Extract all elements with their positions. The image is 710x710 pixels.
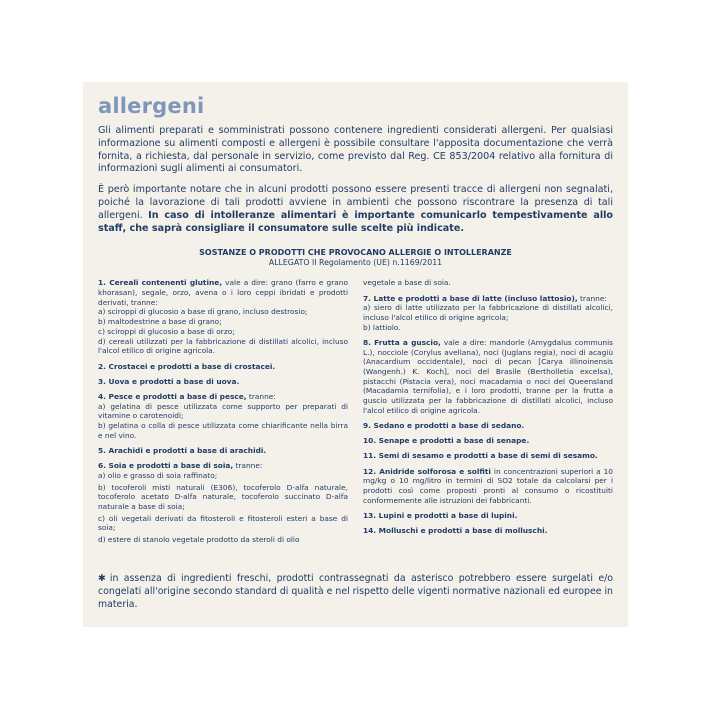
section-heading — [98, 248, 613, 268]
intro-paragraph-2 — [98, 184, 613, 235]
allergen-item-2 — [98, 362, 348, 372]
allergen-item-2-name: 2. Crostacei e prodotti a base di crostacei. — [98, 361, 276, 371]
allergen-item-13-name: 13. Lupini e prodotti a base di lupini. — [363, 510, 518, 520]
allergen-item-11-name: 11. Semi di sesamo e prodotti a base di semi di sesamo. — [363, 451, 598, 461]
allergen-item-12-name: 12. Anidride solforosa e solfiti — [363, 466, 491, 476]
intro-paragraph-2-text: È però importante notare che in alcuni prodotti possono essere presenti tracce di allergeni non segnalati, poiché la lavorazione di tali prodotti avviene in ambienti che possono riscontrare la presenza di tali allergeni. — [98, 184, 613, 221]
allergen-item-1-exception-c: c) sciroppi di glucosio a base di orzo; — [98, 326, 235, 336]
allergen-item-4-exception-a: a) gelatina di pesce utilizzata come supporto per preparati di vitamine o carotenoidi; — [98, 401, 348, 421]
allergen-item-3-name: 3. Uova e prodotti a base di uova. — [98, 376, 240, 386]
allergen-item-5 — [98, 446, 348, 456]
allergen-item-6-exception-c: c) oli vegetali derivati da fitosteroli e fitosteroli esteri a base di soia; — [98, 513, 348, 533]
allergen-item-8-name: 8. Frutta a guscio, — [363, 337, 441, 347]
allergen-item-4-name: 4. Pesce e prodotti a base di pesce, — [98, 391, 247, 401]
allergen-item-1 — [98, 278, 348, 356]
allergen-item-9-name: 9. Sedano e prodotti a base di sedano. — [363, 421, 525, 431]
allergen-item-8-text: vale a dire: mandorle (Amygdalus communis L.), nocciole (Corylus avellana), noci (Juglans regia), noci di acagiù (Anacardium occidentale), noci di pecan [Carya illinoinensis (Wangenh.) K. Koch], noci del Brasile (Bertholletia excelsa), pistacchi (Pistacia vera), noci macadamia o noci del Queensland (Macadamia ternifolia), e i loro prodotti, tranne per la frutta a guscio utilizzata per la fabbricazione di distillati alcolici, incluso l'alcol etilico di origine agricola. — [363, 337, 613, 415]
allergen-item-7 — [363, 294, 613, 333]
allergen-item-13 — [363, 511, 613, 521]
allergen-item-7-name: 7. Latte e prodotti a base di latte (incluso lattosio), — [363, 293, 578, 303]
page-title: allergeni — [98, 94, 205, 118]
allergen-item-6-text: tranne: — [233, 461, 263, 471]
allergen-item-5-name: 5. Arachidi e prodotti a base di arachidi. — [98, 445, 267, 455]
allergen-item-7-exception-a: a) siero di latte utilizzato per la fabbricazione di distillati alcolici, incluso l'alcol etilico di origine agricola; — [363, 303, 613, 322]
allergen-item-8 — [363, 338, 613, 416]
allergen-item-1-name: 1. Cereali contenenti glutine, — [98, 278, 223, 288]
allergen-item-1-exception-d: d) cereali utilizzati per la fabbricazione di distillati alcolici, incluso l'alcol etilico di origine agricola. — [98, 336, 348, 356]
allergen-item-14 — [363, 526, 613, 536]
allergen-item-6-continued — [363, 278, 613, 288]
allergen-item-6-name: 6. Soia e prodotti a base di soia, — [98, 461, 234, 471]
allergen-item-9 — [363, 421, 613, 431]
footnote-text: in assenza di ingredienti freschi, prodotti contrassegnati da asterisco potrebbero essere surgelati e/o congelati all'origine secondo standard di qualità e nel rispetto delle vigenti normative nazionali ed europee in materia. — [98, 573, 614, 611]
allergen-item-3 — [98, 377, 348, 387]
allergen-item-10-name: 10. Senape e prodotti a base di senape. — [363, 436, 530, 446]
allergen-item-4 — [98, 392, 348, 441]
allergen-column-right — [363, 278, 613, 550]
allergen-item-11 — [363, 451, 613, 461]
allergen-card — [83, 82, 628, 627]
allergen-item-12-text: in concentrazioni superiori a 10 mg/kg o 10 mg/litro in termini di SO2 totale da calcolarsi per i prodotti così come proposti pronti al consumo o ricostituiti conformemente alle istruzioni dei fabbricanti. — [363, 466, 613, 505]
allergen-item-6-exception-b: b) tocoferoli misti naturali (E306), tocoferolo D-alfa naturale, tocoferolo acetato D-alfa naturale, tocoferolo succinato D-alfa naturale a base di soia; — [98, 482, 348, 511]
allergen-item-4-exception-b: b) gelatina o colla di pesce utilizzata come chiarificante nella birra e nel vino. — [98, 421, 348, 440]
allergen-item-1-text: vale a dire: grano (farro e grano khorasan), segale, orzo, avena o i loro ceppi ibridati e prodotti derivati, tranne: — [98, 278, 348, 307]
allergen-item-4-text: tranne: — [246, 391, 276, 401]
allergen-item-6 — [98, 461, 348, 545]
allergen-item-1-exception-a: a) sciroppi di glucosio a base di grano, incluso destrosio; — [98, 307, 308, 317]
allergen-item-6-exception-a: a) olio e grasso di soia raffinato; — [98, 470, 218, 480]
section-title: SOSTANZE O PRODOTTI CHE PROVOCANO ALLERGIE O INTOLLERANZE — [199, 248, 512, 258]
allergen-item-6-exception-d: d) estere di stanolo vegetale prodotto da steroli di olio — [98, 535, 300, 545]
allergen-item-1-exception-b: b) maltodestrine a base di grano; — [98, 317, 222, 327]
allergen-item-7-exception-b: b) lattiolo. — [363, 322, 401, 332]
allergen-list — [98, 278, 613, 550]
allergen-item-12 — [363, 467, 613, 506]
section-subtitle: ALLEGATO II Regolamento (UE) n.1169/2011 — [268, 258, 443, 268]
allergen-item-10 — [363, 436, 613, 446]
allergen-column-left — [98, 278, 348, 550]
allergen-item-14-name: 14. Molluschi e prodotti a base di molluschi. — [363, 526, 548, 536]
asterisk-icon: ✱ — [98, 573, 106, 584]
allergen-item-6-continued-text: vegetale a base di soia. — [363, 278, 451, 288]
footnote — [98, 572, 613, 612]
allergen-item-7-text: tranne: — [577, 293, 607, 303]
intro-paragraph-2-emphasis: In caso di intolleranze alimentari è importante comunicarlo tempestivamente allo staff, che saprà consigliare il consumatore sulle scelte più indicate. — [98, 209, 613, 234]
intro-paragraph-1: Gli alimenti preparati e somministrati possono contenere ingredienti considerati allergeni. Per qualsiasi informazione su alimenti composti e allergeni è possibile consultare l'apposita documentazione che verrà fornita, a richiesta, dal personale in servizio, come previsto dal Reg. CE 853/2004 relativo alla fornitura di informazioni sugli alimenti ai consumatori. — [98, 125, 613, 175]
